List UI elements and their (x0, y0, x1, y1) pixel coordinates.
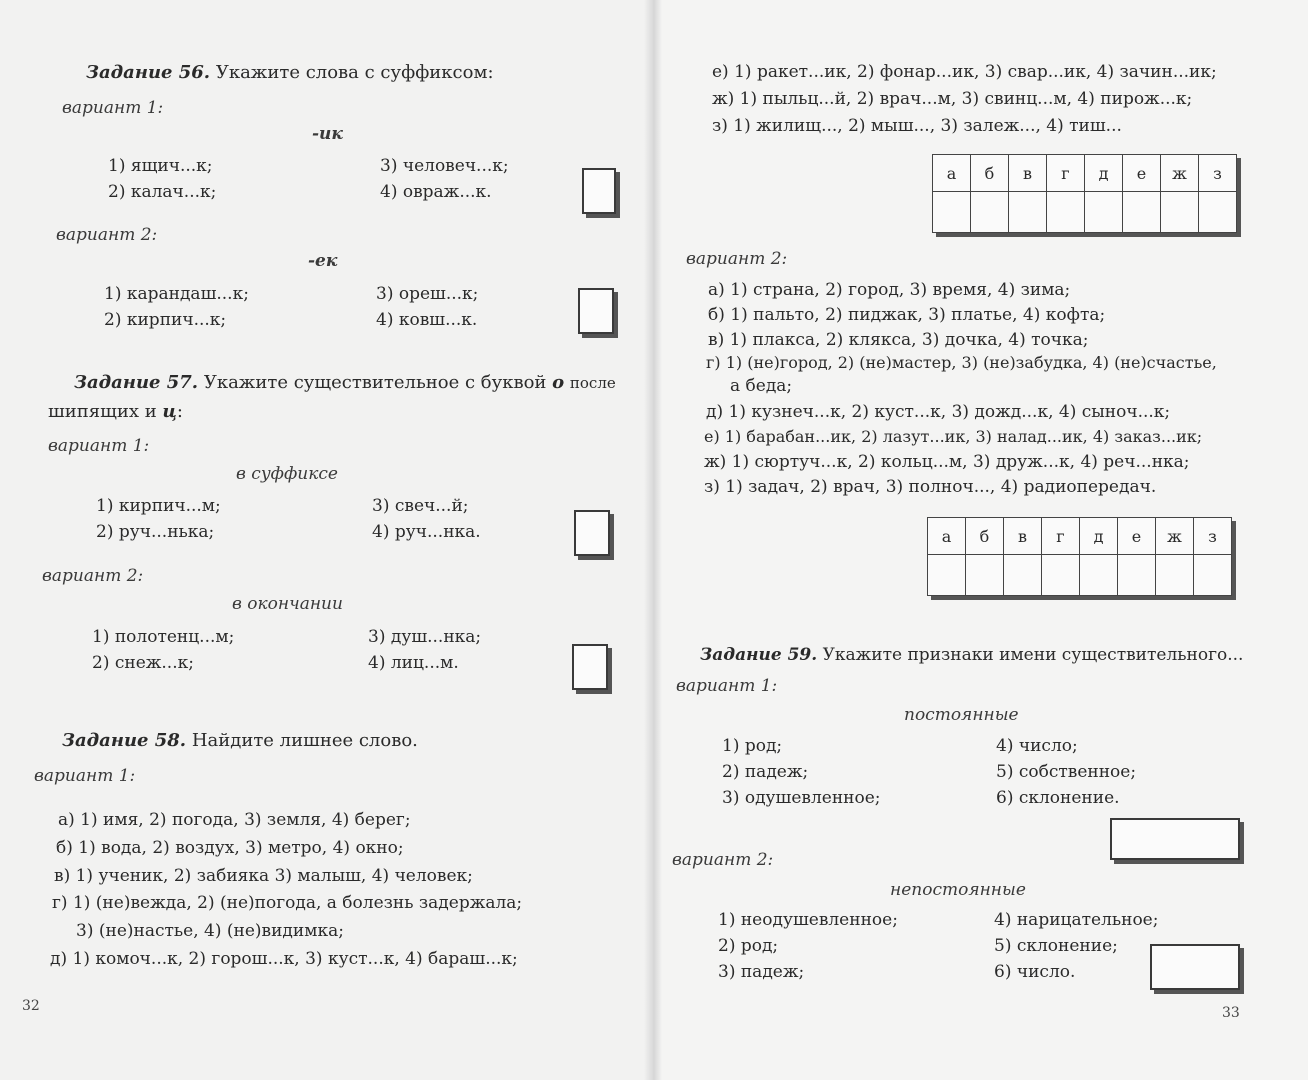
grid1-answer-cell[interactable] (1161, 192, 1199, 233)
task-58-line-a: а) 1) имя, 2) погода, 3) земля, 4) берег; (58, 810, 411, 830)
grid2-answer-cell[interactable] (1156, 555, 1194, 596)
task-59-number: Задание 59. (700, 645, 818, 665)
task-58-v2-line-v: в) 1) плакса, 2) клякса, 3) дочка, 4) точка; (708, 330, 1089, 350)
task-59-v1-item-6: 6) склонение. (996, 788, 1120, 808)
task-58-v2-line-g-cont: а беда; (730, 376, 793, 396)
task-57-text-a: Укажите существительное с буквой (203, 372, 547, 393)
task-56-v1-item-4: 4) овраж...к. (380, 182, 492, 202)
task-59-v1-answer-box[interactable] (1110, 818, 1240, 860)
grid2-answer-cell[interactable] (1194, 555, 1232, 596)
task-56-variant-2-label: вариант 2: (56, 225, 158, 245)
grid1-letter-d: д (1085, 155, 1123, 192)
task-59-v1-item-3: 3) одушевленное; (722, 788, 881, 808)
grid1-letter-a: а (933, 155, 971, 192)
task-58-title (62, 730, 418, 751)
page-number-left: 32 (22, 998, 40, 1014)
task-57-v2-answer-box[interactable] (572, 644, 608, 690)
grid2-letter-a: а (928, 518, 966, 555)
task-58-v2-answer-grid (927, 517, 1232, 596)
grid1-answer-cell[interactable] (971, 192, 1009, 233)
task-57-v1-item-4: 4) руч...нка. (372, 522, 481, 542)
task-57-v2-item-2: 2) снеж...к; (92, 653, 194, 673)
grid2-letter-e: е (1118, 518, 1156, 555)
task-59-v2-item-1: 1) неодушевленное; (718, 910, 898, 930)
task-59-v2-item-4: 4) нарицательное; (994, 910, 1159, 930)
task-58-text: Найдите лишнее слово. (191, 730, 418, 751)
task-58-line-g-cont: 3) (не)настье, 4) (не)видимка; (76, 921, 344, 941)
grid1-answer-cell[interactable] (933, 192, 971, 233)
task-56-variant-1-label: вариант 1: (62, 98, 164, 118)
task-58-v2-line-e: е) 1) барабан...ик, 2) лазут...ик, 3) налад...ик, 4) заказ...ик; (704, 427, 1203, 446)
task-57-variant-2-label: вариант 2: (42, 566, 144, 586)
grid1-letter-e: е (1123, 155, 1161, 192)
task-58-v1-answer-grid (932, 154, 1237, 233)
task-58-v2-line-b: б) 1) пальто, 2) пиджак, 3) платье, 4) кофта; (708, 305, 1106, 325)
task-56-v2-item-2: 2) кирпич...к; (104, 310, 227, 330)
task-58-line-d: д) 1) комоч...к, 2) горош...к, 3) куст...к, 4) бараш...к; (50, 949, 518, 969)
task-59-variant-2-label: вариант 2: (672, 850, 774, 870)
grid2-letter-b: б (966, 518, 1004, 555)
task-59-v2-item-2: 2) род; (718, 936, 779, 956)
task-59-v2-item-5: 5) склонение; (994, 936, 1118, 956)
task-59-v1-item-5: 5) собственное; (996, 762, 1137, 782)
task-57-text-c: шипящих и (48, 401, 157, 422)
task-59-title (700, 645, 1243, 665)
grid1-answer-cell[interactable] (1047, 192, 1085, 233)
grid2-answer-cell[interactable] (1118, 555, 1156, 596)
grid1-answer-cell[interactable] (1199, 192, 1237, 233)
task-57-v1-answer-box[interactable] (574, 510, 610, 556)
task-56-v1-answer-box[interactable] (582, 168, 616, 214)
grid1-letter-z: з (1199, 155, 1237, 192)
task-57-v1-item-2: 2) руч...нька; (96, 522, 215, 542)
task-57-v1-item-3: 3) свеч...й; (372, 496, 469, 516)
task-56-suffix-ik: -ик (312, 124, 343, 144)
task-57-v2-header: в окончании (232, 594, 343, 614)
task-59-v2-header: непостоянные (890, 880, 1026, 900)
task-56-v1-item-1: 1) ящич...к; (108, 156, 213, 176)
task-59-v1-item-1: 1) род; (722, 736, 783, 756)
grid1-letter-zh: ж (1161, 155, 1199, 192)
task-56-v2-item-1: 1) карандаш...к; (104, 284, 249, 304)
task-59-variant-1-label: вариант 1: (676, 676, 778, 696)
grid2-answer-cell[interactable] (1080, 555, 1118, 596)
grid1-letter-g: г (1047, 155, 1085, 192)
task-58-variant-1-label: вариант 1: (34, 766, 136, 786)
task-57-text-b: после (569, 374, 616, 392)
task-58-line-g: г) 1) (не)вежда, 2) (не)погода, а болезнь задержала; (52, 893, 523, 913)
task-59-v2-item-6: 6) число. (994, 962, 1076, 982)
task-56-v1-item-3: 3) человеч...к; (380, 156, 509, 176)
task-57-title (74, 372, 616, 393)
book-spine (644, 0, 662, 1080)
grid2-letter-g: г (1042, 518, 1080, 555)
task-57-v2-item-4: 4) лиц...м. (368, 653, 459, 673)
task-58-v1-line-e: е) 1) ракет...ик, 2) фонар...ик, 3) свар...ик, 4) зачин...ик; (712, 62, 1217, 82)
task-58-variant-2-label: вариант 2: (686, 249, 788, 269)
task-59-text: Укажите признаки имени существительного... (822, 645, 1244, 665)
grid2-answer-cell[interactable] (928, 555, 966, 596)
task-57-letter-ts: ц (162, 401, 177, 422)
task-57-variant-1-label: вариант 1: (48, 436, 150, 456)
task-56-text: Укажите слова с суффиксом: (215, 62, 494, 83)
grid1-answer-cell[interactable] (1009, 192, 1047, 233)
grid2-answer-cell[interactable] (1004, 555, 1042, 596)
grid1-answer-cell[interactable] (1085, 192, 1123, 233)
grid1-letter-b: б (971, 155, 1009, 192)
task-57-v1-header: в суффиксе (236, 464, 338, 484)
task-57-number: Задание 57. (74, 372, 199, 393)
task-58-number: Задание 58. (62, 730, 187, 751)
task-58-v1-line-zh: ж) 1) пыльц...й, 2) врач...м, 3) свинц...м, 4) пирож...к; (712, 89, 1193, 109)
task-57-v2-item-1: 1) полотенц...м; (92, 627, 235, 647)
grid2-answer-cell[interactable] (1042, 555, 1080, 596)
task-56-title (86, 62, 494, 83)
task-59-v2-answer-box[interactable] (1150, 944, 1240, 990)
task-56-v2-item-4: 4) ковш...к. (376, 310, 478, 330)
page-number-right: 33 (1222, 1005, 1240, 1021)
task-59-v1-header: постоянные (904, 705, 1019, 725)
grid2-letter-v: в (1004, 518, 1042, 555)
task-57-letter-o: о (552, 372, 565, 393)
task-58-v1-line-z: з) 1) жилищ..., 2) мыш..., 3) залеж..., 4) тиш... (712, 116, 1122, 136)
task-59-v1-item-2: 2) падеж; (722, 762, 809, 782)
task-57-v2-item-3: 3) душ...нка; (368, 627, 482, 647)
grid2-letter-z: з (1194, 518, 1232, 555)
task-58-v2-line-g: г) 1) (не)город, 2) (не)мастер, 3) (не)забудка, 4) (не)счастье, (706, 353, 1217, 372)
grid2-letter-zh: ж (1156, 518, 1194, 555)
task-56-suffix-ek: -ек (308, 251, 338, 271)
task-58-v2-line-a: а) 1) страна, 2) город, 3) время, 4) зима; (708, 280, 1071, 300)
grid1-letter-v: в (1009, 155, 1047, 192)
task-56-v2-answer-box[interactable] (578, 288, 614, 334)
task-59-v2-item-3: 3) падеж; (718, 962, 805, 982)
task-58-line-b: б) 1) вода, 2) воздух, 3) метро, 4) окно; (56, 838, 404, 858)
task-58-line-v: в) 1) ученик, 2) забияка 3) малыш, 4) человек; (54, 866, 473, 886)
task-57-colon: : (176, 401, 183, 422)
grid1-answer-cell[interactable] (1123, 192, 1161, 233)
task-56-v2-item-3: 3) ореш...к; (376, 284, 479, 304)
grid2-answer-cell[interactable] (966, 555, 1004, 596)
task-58-v2-line-z: з) 1) задач, 2) врач, 3) полноч..., 4) радиопередач. (704, 477, 1157, 497)
task-58-v2-line-zh: ж) 1) сюртуч...к, 2) кольц...м, 3) друж...к, 4) реч...нка; (704, 452, 1190, 472)
task-57-v1-item-1: 1) кирпич...м; (96, 496, 221, 516)
task-56-v1-item-2: 2) калач...к; (108, 182, 217, 202)
task-59-v1-item-4: 4) число; (996, 736, 1078, 756)
task-56-number: Задание 56. (86, 62, 211, 83)
grid2-letter-d: д (1080, 518, 1118, 555)
task-58-v2-line-d: д) 1) кузнеч...к, 2) куст...к, 3) дожд...к, 4) сыноч...к; (706, 402, 1171, 422)
task-57-title-line-2 (48, 401, 183, 422)
